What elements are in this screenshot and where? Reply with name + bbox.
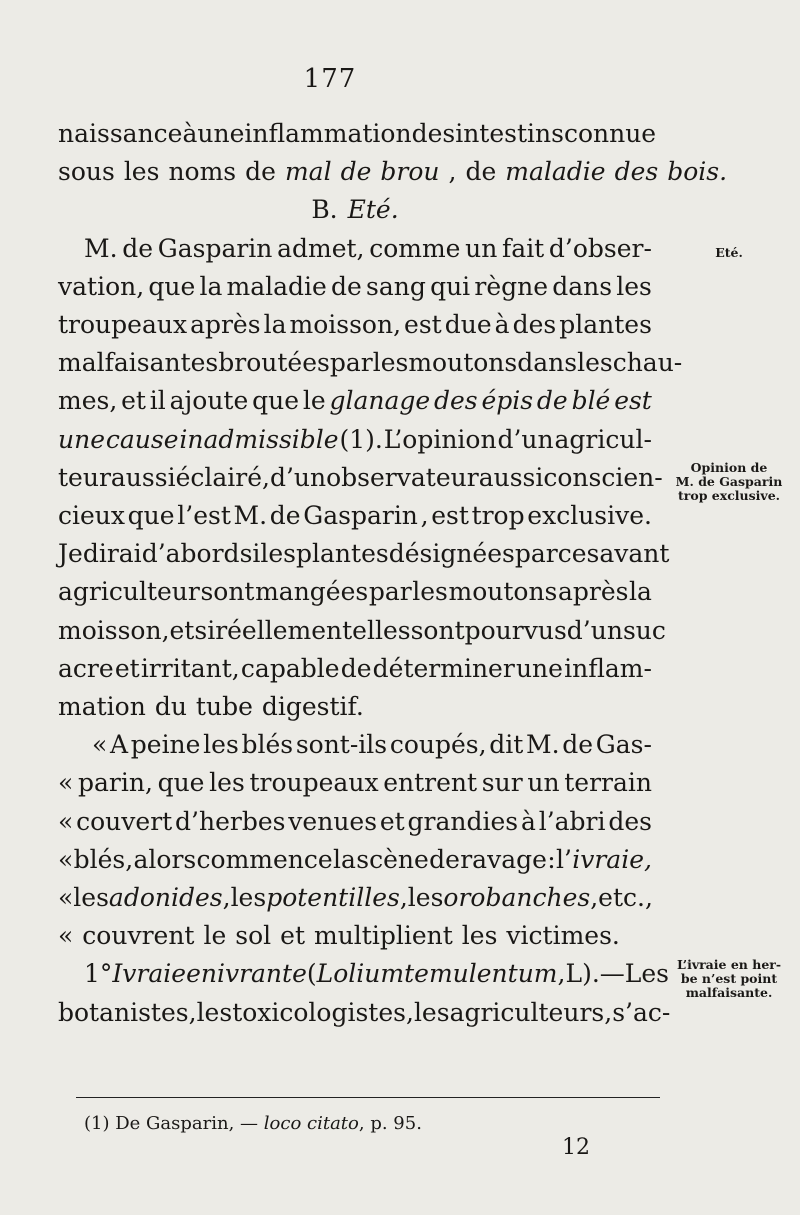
word: est	[404, 310, 442, 340]
word: la	[263, 310, 287, 340]
word: d’herbes	[175, 806, 286, 836]
word: que	[157, 768, 205, 798]
word: que	[252, 386, 299, 416]
word: sous	[58, 157, 115, 187]
word: les	[413, 997, 450, 1027]
text-line	[58, 344, 683, 382]
word: glanage	[329, 386, 431, 416]
word: «	[58, 806, 74, 836]
word: cause	[105, 424, 179, 454]
word: chau-	[612, 348, 683, 378]
word: irritant,	[140, 653, 240, 683]
word: conscien-	[543, 462, 663, 492]
word: «	[58, 921, 74, 951]
word: coupés,	[389, 730, 487, 760]
word: désignées	[388, 539, 515, 569]
word: à	[182, 119, 198, 148]
word: aussi	[478, 462, 544, 492]
word: ce	[557, 539, 587, 569]
word: de	[465, 157, 497, 187]
word: par	[368, 577, 412, 607]
word: troupeaux	[249, 768, 379, 798]
word: par	[514, 539, 558, 569]
word: orobanches	[443, 883, 591, 913]
word: d’obser-	[548, 233, 652, 263]
word: exclusive.	[527, 501, 652, 531]
word: déterminer	[372, 653, 515, 683]
text-line	[58, 994, 671, 1032]
word: due	[444, 310, 492, 340]
margin-note-ivraie	[661, 958, 797, 1000]
text-line	[58, 612, 666, 650]
word: et	[379, 806, 405, 836]
text-line	[58, 421, 652, 459]
word: dit	[489, 730, 524, 760]
word: cieux	[58, 501, 125, 531]
word: scène	[356, 844, 429, 874]
word: ,	[420, 501, 429, 531]
word: les	[123, 157, 160, 187]
word: broutées	[218, 348, 330, 378]
word: entrent	[383, 768, 478, 798]
word: un	[465, 233, 498, 263]
word: inflammation	[244, 119, 412, 148]
word: la	[199, 271, 223, 301]
word: savant	[586, 539, 670, 569]
word: blé	[571, 386, 611, 416]
word: et	[121, 386, 146, 416]
word: intestins	[455, 119, 564, 148]
word: un	[527, 768, 560, 798]
word: d’un	[566, 615, 623, 645]
word: inadmissible	[179, 424, 339, 454]
word: les	[407, 883, 444, 913]
word: fait	[502, 233, 545, 263]
word: Lolium	[316, 959, 405, 989]
word: agriculteur	[58, 577, 200, 607]
word: des	[411, 119, 456, 148]
word: le	[302, 386, 326, 416]
word: une	[197, 119, 245, 148]
word: des	[512, 310, 557, 340]
word: après	[190, 310, 261, 340]
margin-note-line: be n’est point	[680, 970, 778, 986]
word: alors	[133, 844, 197, 874]
word: malfaisantes	[58, 348, 219, 378]
word: multiplient	[314, 921, 453, 951]
word: à	[520, 806, 536, 836]
word: ravage	[460, 844, 547, 874]
word: couvrent	[82, 921, 195, 951]
word: Les	[624, 959, 670, 989]
word: inflam-	[564, 653, 652, 683]
word: est	[431, 501, 469, 531]
margin-note-line: Eté.	[715, 244, 743, 260]
word: une	[515, 653, 563, 683]
word: de	[340, 157, 372, 187]
text-line	[58, 573, 652, 611]
word: brou	[380, 157, 440, 187]
word: que	[127, 501, 175, 531]
text-line	[58, 230, 652, 268]
word: agriculteurs,	[449, 997, 613, 1027]
word: vation,	[58, 271, 145, 301]
word: parin,	[77, 768, 153, 798]
word: comme	[369, 233, 461, 263]
word: observateur	[326, 462, 479, 492]
word: les	[196, 997, 233, 1027]
word: terrain	[564, 768, 652, 798]
word: de	[536, 386, 568, 416]
word: que	[148, 271, 196, 301]
word: mal	[284, 157, 332, 187]
word: après	[557, 577, 629, 607]
word: plantes	[296, 539, 389, 569]
word: enivrante	[186, 959, 307, 989]
word: peine	[130, 730, 201, 760]
word: ,	[557, 959, 566, 989]
text-line	[58, 306, 652, 344]
word: du	[154, 692, 187, 722]
word: B.	[311, 195, 338, 225]
word: des	[434, 386, 478, 416]
word: de	[340, 653, 372, 683]
body-text	[58, 115, 728, 1032]
word: sang	[366, 271, 426, 301]
word: acre	[58, 653, 114, 683]
word: les	[203, 730, 239, 760]
text-line	[58, 382, 652, 420]
footnote-suffix: , p. 95.	[358, 1113, 422, 1134]
signature-mark: 12	[562, 1135, 590, 1160]
word: Gasparin	[303, 501, 418, 531]
word: ivraie,	[572, 844, 652, 874]
word: moisson,	[289, 310, 402, 340]
text-line	[58, 764, 652, 802]
word: «	[58, 768, 74, 798]
word: sont	[200, 577, 255, 607]
word: dans	[517, 348, 578, 378]
word: —	[599, 959, 625, 989]
word: ajoute	[169, 386, 249, 416]
word: «	[58, 844, 74, 874]
text-line	[58, 879, 652, 917]
word: une	[58, 424, 105, 454]
word: troupeaux	[58, 310, 188, 340]
word: de	[331, 271, 362, 301]
word: de	[122, 233, 154, 263]
word: teur	[58, 462, 111, 492]
text-line	[58, 153, 728, 191]
word: moutons	[408, 348, 518, 378]
word: à	[494, 310, 510, 340]
word: agricul-	[554, 424, 652, 454]
word: les	[412, 577, 448, 607]
word: tube	[195, 692, 253, 722]
word: l’abri	[538, 806, 606, 836]
word: si	[239, 539, 261, 569]
word: M.	[233, 501, 268, 531]
word: adonides	[108, 883, 223, 913]
word: ,	[399, 883, 408, 913]
word: les	[73, 883, 109, 913]
word: règne	[474, 271, 549, 301]
word: d’abord	[141, 539, 240, 569]
word: toxicologistes,	[232, 997, 414, 1027]
text-line	[58, 803, 652, 841]
word: les	[577, 348, 613, 378]
word: suc	[622, 615, 666, 645]
word: éclairé,	[175, 462, 270, 492]
text-line	[58, 955, 670, 993]
word: Gas-	[595, 730, 652, 760]
word: A	[110, 730, 129, 760]
word: 1°	[84, 959, 113, 989]
text-line	[58, 497, 652, 535]
word: plantes	[559, 310, 652, 340]
text-line	[58, 268, 652, 306]
word: qui	[430, 271, 471, 301]
word: la	[333, 844, 356, 874]
word: Ivraie	[112, 959, 187, 989]
word: bois.	[667, 157, 728, 187]
margin-note-line: Opinion de	[690, 459, 768, 475]
word: l’	[555, 844, 572, 874]
word: victimes.	[506, 921, 620, 951]
word: M.	[526, 730, 560, 760]
word: la	[629, 577, 652, 607]
margin-note-line: malfaisante.	[685, 984, 773, 1000]
word: moutons	[448, 577, 558, 607]
word: les	[461, 921, 498, 951]
word: épis	[481, 386, 534, 416]
word: «	[92, 730, 108, 760]
word: de	[245, 157, 276, 187]
word: il	[149, 386, 166, 416]
word: l’est	[177, 501, 231, 531]
word: grandies	[407, 806, 519, 836]
word: est	[614, 386, 652, 416]
margin-note-ete	[661, 246, 797, 260]
word: de	[429, 844, 460, 874]
word: s’ac-	[612, 997, 671, 1027]
word: mangées	[255, 577, 369, 607]
word: (1).	[339, 424, 383, 454]
text-line	[58, 917, 652, 955]
word: les	[260, 539, 297, 569]
word: dirai	[82, 539, 142, 569]
text-line	[58, 650, 652, 688]
word: et	[114, 653, 140, 683]
word: ,	[590, 883, 599, 913]
word: sur	[481, 768, 523, 798]
word: «	[58, 883, 74, 913]
text-line	[58, 688, 652, 726]
word: aussi	[110, 462, 176, 492]
word: blés	[241, 730, 294, 760]
word: elles	[352, 615, 411, 645]
word: les	[616, 271, 652, 301]
word: botanistes,	[58, 997, 197, 1027]
word: :	[547, 844, 556, 874]
word: de	[269, 501, 301, 531]
word: L’opinion	[383, 424, 497, 454]
word: couvert	[76, 806, 173, 836]
word: sol	[235, 921, 272, 951]
word: mes,	[58, 386, 118, 416]
word: sont-ils	[295, 730, 388, 760]
text-line	[58, 459, 663, 497]
margin-note-line: M. de Gasparin	[675, 473, 783, 489]
word: noms	[168, 157, 237, 187]
footnote-italic: loco citato	[263, 1113, 359, 1134]
word: potentilles	[266, 883, 400, 913]
page-number: 177	[303, 64, 357, 94]
word: le	[203, 921, 227, 951]
word: L).	[565, 959, 600, 989]
word: des	[614, 157, 659, 187]
word: Eté.	[347, 195, 399, 225]
word: et	[169, 615, 195, 645]
word: réellement	[215, 615, 353, 645]
word: de	[562, 730, 594, 760]
word: commence	[196, 844, 333, 874]
text-line	[58, 115, 657, 153]
word: dans	[552, 271, 613, 301]
footnote	[84, 1113, 422, 1134]
word: par	[329, 348, 373, 378]
margin-note-line: trop exclusive.	[678, 487, 780, 503]
word: M.	[84, 233, 118, 263]
word: d’un	[269, 462, 327, 492]
word: si	[194, 615, 216, 645]
margin-note-line: L’ivraie en her-	[676, 956, 782, 972]
margin-note-opinion	[661, 461, 797, 503]
word: connue	[563, 119, 657, 148]
word: blés,	[73, 844, 134, 874]
word: (	[306, 959, 317, 989]
word: ,	[222, 883, 231, 913]
word: maladie	[226, 271, 327, 301]
word: pourvus	[464, 615, 567, 645]
word: naissance	[58, 119, 183, 148]
text-line	[58, 535, 670, 573]
word: sont	[410, 615, 465, 645]
text-line	[58, 726, 652, 764]
word: mation	[58, 692, 146, 722]
word: Je	[58, 539, 83, 569]
word: les	[230, 883, 267, 913]
word: ,	[448, 157, 457, 187]
word: digestif.	[261, 692, 364, 722]
word: admet,	[277, 233, 365, 263]
word: les	[372, 348, 409, 378]
word: moisson,	[58, 615, 170, 645]
word: venues	[288, 806, 378, 836]
word: capable	[240, 653, 340, 683]
word: des	[608, 806, 652, 836]
word: d’un	[497, 424, 554, 454]
text-line	[58, 191, 652, 229]
word: etc.,	[598, 883, 653, 913]
footnote-prefix: (1) De Gasparin, —	[84, 1113, 259, 1134]
text-line	[58, 841, 652, 879]
word: temulentum	[404, 959, 558, 989]
word: les	[209, 768, 245, 798]
word: Gasparin	[157, 233, 273, 263]
footnote-rule	[76, 1097, 660, 1098]
word: et	[280, 921, 305, 951]
word: trop	[471, 501, 525, 531]
word: maladie	[505, 157, 606, 187]
